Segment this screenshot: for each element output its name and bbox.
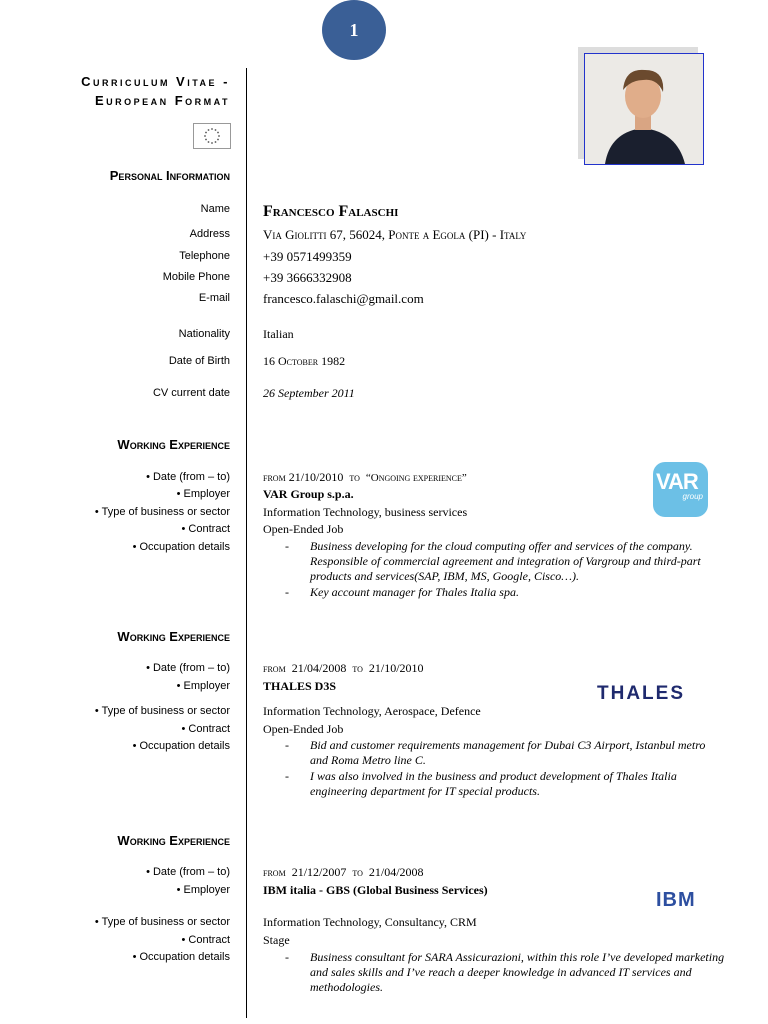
- nationality-label: Nationality: [178, 328, 230, 340]
- occupation-details: [285, 950, 725, 996]
- contract-value: Open-Ended Job: [263, 522, 344, 536]
- address-label: Address: [189, 228, 230, 240]
- date-from: 21/10/2010: [288, 470, 344, 484]
- business-value: Information Technology, Consultancy, CRM: [263, 915, 477, 929]
- date-range: [263, 661, 424, 676]
- contract-label: • Contract: [181, 723, 230, 735]
- from-word: from: [263, 472, 286, 484]
- to-word: to: [352, 663, 363, 675]
- list-item: - Key account manager for Thales Italia spa.: [285, 585, 519, 599]
- date-label: • Date (from – to): [146, 662, 230, 674]
- divider-line: [246, 68, 247, 1018]
- business-label: • Type of business or sector: [94, 705, 230, 717]
- list-item: - Business developing for the cloud computing offer and services of the company. Responsible of commercial agreement and integration of Vargroup and third-part products and services(SAP, IBM, MS, Google, Cisco…).: [285, 539, 701, 583]
- page-number-badge: 1: [322, 0, 386, 60]
- nationality-value: Italian: [263, 327, 294, 341]
- thales-logo: THALES: [597, 683, 685, 704]
- business-label: • Type of business or sector: [94, 916, 230, 928]
- employer-value: IBM italia - GBS (Global Business Services): [263, 883, 488, 897]
- occupation-details: [285, 539, 725, 601]
- employer-value: THALES D3S: [263, 679, 337, 693]
- occupation-label: • Occupation details: [132, 740, 230, 752]
- occupation-label: • Occupation details: [132, 541, 230, 553]
- cv-title-line1: Curriculum Vitae -: [81, 74, 230, 89]
- date-to: 21/04/2008: [368, 865, 424, 879]
- telephone-label: Telephone: [179, 250, 230, 262]
- employer-label: • Employer: [176, 884, 230, 896]
- employer-label: • Employer: [176, 680, 230, 692]
- working-experience-heading: Working Experience: [117, 629, 230, 644]
- list-item: - I was also involved in the business and product development of Thales Italia engineering department for IT special products.: [285, 769, 677, 798]
- date-to: 21/10/2010: [368, 661, 424, 675]
- mobile-value: +39 3666332908: [263, 270, 352, 285]
- working-experience-heading: Working Experience: [117, 437, 230, 452]
- employer-label: • Employer: [176, 488, 230, 500]
- contract-label: • Contract: [181, 523, 230, 535]
- date-label: • Date (from – to): [146, 471, 230, 483]
- dob-label: Date of Birth: [168, 355, 230, 367]
- business-label: • Type of business or sector: [94, 506, 230, 518]
- employer-value: VAR Group s.p.a.: [263, 487, 354, 501]
- date-range: [263, 865, 424, 880]
- cv-title-line2: European Format: [94, 93, 230, 108]
- business-value: Information Technology, business services: [263, 505, 468, 519]
- dob-value: 16 October 1982: [263, 354, 346, 368]
- name-label: Name: [200, 203, 230, 215]
- mobile-label: Mobile Phone: [162, 271, 230, 283]
- date-from: 21/04/2008: [291, 661, 347, 675]
- profile-photo: [584, 53, 704, 165]
- eu-flag-icon: [193, 123, 231, 149]
- email-label: E-mail: [198, 292, 230, 304]
- working-experience-heading: Working Experience: [117, 833, 230, 848]
- occupation-label: • Occupation details: [132, 951, 230, 963]
- contract-value: Stage: [263, 933, 290, 947]
- date-range: [263, 470, 467, 485]
- date-from: 21/12/2007: [291, 865, 347, 879]
- cv-date-label: CV current date: [152, 387, 230, 399]
- from-word: from: [263, 663, 286, 675]
- business-value: Information Technology, Aerospace, Defence: [263, 704, 481, 718]
- contract-value: Open-Ended Job: [263, 722, 344, 736]
- list-item: - Bid and customer requirements management for Dubai C3 Airport, Istanbul metro and Roma Metro line C.: [285, 738, 706, 767]
- contract-label: • Contract: [181, 934, 230, 946]
- email-value[interactable]: francesco.falaschi@gmail.com: [263, 291, 424, 306]
- to-word: to: [352, 867, 363, 879]
- name-value: Francesco Falaschi: [263, 203, 399, 220]
- personal-information-heading: Personal Information: [109, 168, 230, 183]
- telephone-value: +39 0571499359: [263, 249, 352, 264]
- var-group-logo: VAR group: [653, 462, 708, 517]
- cv-date-value: 26 September 2011: [263, 386, 355, 400]
- date-to: “Ongoing experience”: [365, 472, 467, 484]
- to-word: to: [349, 472, 360, 484]
- cv-title: [81, 72, 230, 110]
- from-word: from: [263, 867, 286, 879]
- date-label: • Date (from – to): [146, 866, 230, 878]
- list-item: - Business consultant for SARA Assicurazioni, within this role I’ve developed marketing and sales skills and I’ve reach a deeper knowledge in advanced IT services and methodologies.: [285, 950, 725, 994]
- ibm-logo: IBM: [656, 889, 696, 911]
- occupation-details: [285, 738, 725, 800]
- address-value: Via Giolitti 67, 56024, Ponte a Egola (PI) - Italy: [263, 227, 527, 242]
